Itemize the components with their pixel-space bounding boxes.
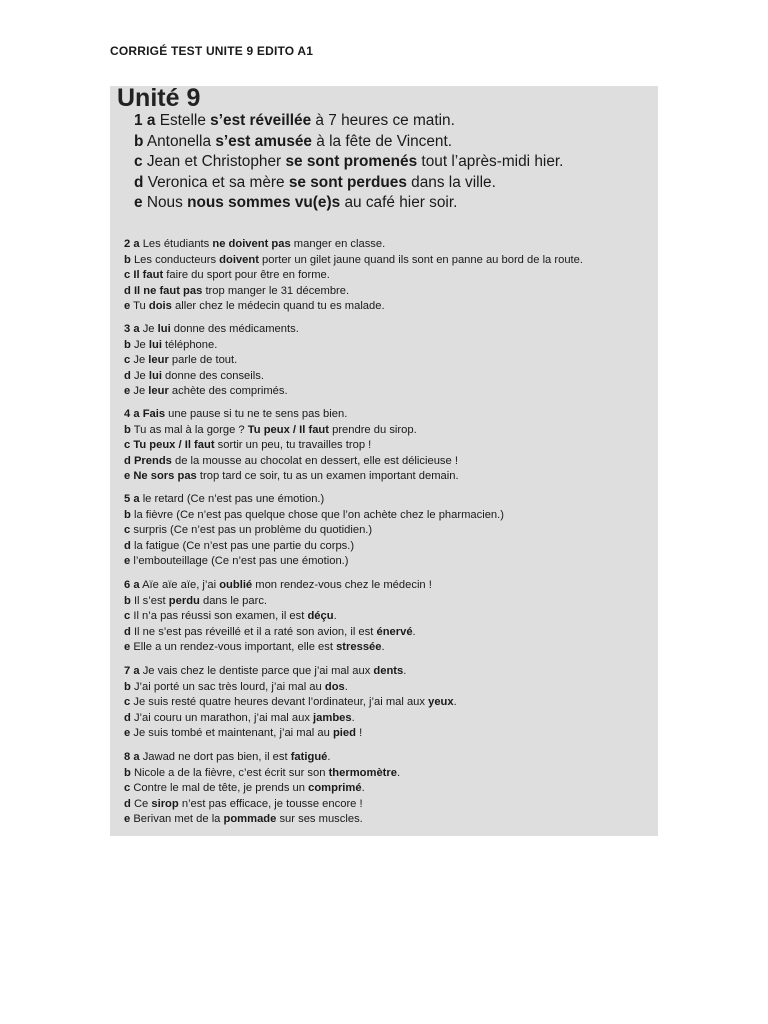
answer-text: porter un gilet jaune quand ils sont en panne au bord de la route. <box>258 253 583 266</box>
answer-text: Tu <box>133 300 149 313</box>
answer-line <box>124 423 459 439</box>
answer-text: donne des conseils. <box>161 369 264 382</box>
answer-line <box>124 640 432 656</box>
answer-line <box>124 407 459 423</box>
answer-line <box>134 132 563 153</box>
answer-line <box>124 253 583 269</box>
answer-text: Contre le mal de tête, je prends un <box>133 782 309 795</box>
answer-text: Je <box>133 369 149 382</box>
item-letter: d <box>124 711 131 724</box>
exercise-7 <box>124 664 457 742</box>
answer-text: le retard (Ce n’est pas une émotion.) <box>142 493 325 505</box>
answer-line <box>124 726 457 742</box>
answer-line <box>124 578 432 594</box>
answer-line <box>124 664 457 680</box>
answer-line <box>124 695 457 711</box>
exercise-block-unit-heading <box>110 86 658 236</box>
exercise-number: 4 <box>124 408 131 420</box>
item-letter: b <box>124 338 131 351</box>
answer-text: Il s’est <box>133 594 169 607</box>
exercise-number: 6 <box>124 579 131 591</box>
item-letter: c <box>124 354 131 367</box>
item-letter: e <box>124 727 131 740</box>
answer-highlight: Prends <box>133 454 172 467</box>
answer-highlight: sirop <box>151 797 179 810</box>
answer-text: la fatigue (Ce n’est pas une partie du corps.) <box>133 539 355 552</box>
answer-text: . <box>344 680 348 693</box>
answer-text: à la fête de Vincent. <box>312 132 453 150</box>
answer-highlight: comprimé <box>308 782 362 795</box>
exercise-3 <box>124 322 299 400</box>
answer-highlight: énervé <box>376 625 413 638</box>
exercise-2 <box>124 237 583 315</box>
item-letter: b <box>124 680 131 693</box>
item-letter: a <box>133 408 140 420</box>
answer-text: sur ses muscles. <box>276 813 363 826</box>
exercise-number: 8 <box>124 751 131 763</box>
answer-text: une pause si tu ne te sens pas bien. <box>165 408 348 420</box>
exercise-number: 7 <box>124 665 131 677</box>
answer-text: . <box>403 665 407 677</box>
answer-text: au café hier soir. <box>340 194 458 212</box>
item-letter: b <box>124 594 131 607</box>
answer-text: . <box>333 610 337 623</box>
exercise-1 <box>134 111 563 214</box>
item-letter: d <box>124 625 131 638</box>
answer-line <box>124 797 400 813</box>
answer-text: Jean et Christopher <box>146 153 286 171</box>
item-letter: a <box>146 112 156 129</box>
answer-line <box>124 369 299 385</box>
answer-text: tout l’après-midi hier. <box>417 153 564 171</box>
answer-line <box>124 508 504 524</box>
unit-heading: Unité 9 <box>117 84 201 112</box>
answer-line <box>134 111 563 132</box>
answer-line <box>124 322 299 338</box>
answer-line <box>124 384 299 400</box>
answer-text: à 7 heures ce matin. <box>311 112 455 129</box>
answer-text: Il n’a pas réussi son examen, il est <box>133 610 308 623</box>
item-letter: b <box>124 423 131 436</box>
answer-highlight: s’est amusée <box>215 132 312 150</box>
answer-highlight: lui <box>148 369 162 382</box>
answer-text: Nous <box>146 194 188 212</box>
answer-highlight: Tu peux / Il faut <box>247 423 329 436</box>
exercise-number: 3 <box>124 323 131 335</box>
item-letter: a <box>133 751 140 763</box>
item-letter: e <box>124 555 131 568</box>
answer-text: n’est pas efficace, je tousse encore ! <box>178 797 363 810</box>
answer-text: . <box>396 766 401 779</box>
answer-text: Nicole a de la fièvre, c’est écrit sur son <box>133 766 329 779</box>
answer-highlight: perdu <box>168 594 200 607</box>
item-letter: d <box>124 454 131 467</box>
answer-highlight: dos <box>324 680 345 693</box>
answer-line <box>124 625 432 641</box>
item-letter: d <box>124 797 131 810</box>
answer-line <box>124 454 459 470</box>
answer-text: Je <box>142 323 158 335</box>
answer-highlight: doivent <box>219 253 259 266</box>
answer-highlight: dents <box>373 665 404 677</box>
answer-text: J’ai porté un sac très lourd, j’ai mal au <box>133 680 325 693</box>
answer-line <box>124 523 504 539</box>
answer-highlight: oublié <box>219 579 253 591</box>
answer-text: mon rendez-vous chez le médecin ! <box>252 579 432 591</box>
answer-text: Les étudiants <box>142 238 213 250</box>
answer-text: de la mousse au chocolat en dessert, elle est délicieuse ! <box>171 454 458 467</box>
item-letter: a <box>133 665 140 677</box>
answer-line <box>124 338 299 354</box>
item-letter: d <box>124 369 131 382</box>
answer-highlight: Il ne faut pas <box>133 284 203 297</box>
answer-text: aller chez le médecin quand tu es malade. <box>171 300 385 313</box>
answer-text: la fièvre (Ce n’est pas quelque chose que l’on achète chez le pharmacien.) <box>133 508 504 521</box>
answer-line <box>124 812 400 828</box>
answer-text: Antonella <box>146 132 216 150</box>
answer-text: J’ai couru un marathon, j’ai mal aux <box>133 711 314 724</box>
answer-highlight: lui <box>157 323 171 335</box>
answer-text: Il ne s’est pas réveillé et il a raté son avion, il est <box>133 625 377 638</box>
exercise-number: 2 <box>124 238 131 250</box>
answer-highlight: se sont promenés <box>285 153 418 171</box>
item-letter: e <box>124 813 131 826</box>
answer-line <box>124 781 400 797</box>
item-letter: c <box>124 782 131 795</box>
answer-line <box>124 237 583 253</box>
answer-line <box>124 766 400 782</box>
answer-text: l’embouteillage (Ce n’est pas une émotion.) <box>133 555 349 568</box>
answer-highlight: leur <box>148 385 169 398</box>
item-letter: a <box>133 323 140 335</box>
item-letter: c <box>124 524 131 537</box>
answer-text: téléphone. <box>161 338 218 351</box>
answer-text: . <box>327 751 331 763</box>
answer-highlight: nous sommes vu(e)s <box>187 194 341 212</box>
answer-text: Aïe aïe aïe, j’ai <box>142 579 220 591</box>
answer-text: Les conducteurs <box>133 253 220 266</box>
item-letter: d <box>134 173 144 191</box>
item-letter: c <box>134 153 143 171</box>
answer-text: trop manger le 31 décembre. <box>202 284 350 297</box>
answer-highlight: fatigué <box>290 751 328 763</box>
answer-line <box>124 609 432 625</box>
answer-highlight: Fais <box>142 408 166 420</box>
item-letter: e <box>124 385 131 398</box>
item-letter: b <box>124 253 131 266</box>
exercise-number: 1 <box>134 112 143 129</box>
answer-text: manger en classe. <box>290 238 386 250</box>
answer-text: achète des comprimés. <box>168 385 288 398</box>
answer-text: ! <box>355 727 363 740</box>
answer-text: surpris (Ce n’est pas un problème du quotidien.) <box>133 524 373 537</box>
item-letter: c <box>124 439 131 452</box>
answer-text: Elle a un rendez-vous important, elle est <box>133 641 337 654</box>
item-letter: b <box>134 132 144 150</box>
answer-text: Je <box>133 385 149 398</box>
answer-highlight: dois <box>148 300 172 313</box>
answer-highlight: Ne sors pas <box>133 470 197 483</box>
answer-line <box>124 268 583 284</box>
exercise-5 <box>124 492 504 570</box>
answer-text: Ce <box>133 797 152 810</box>
answer-text: . <box>412 625 416 638</box>
answer-line <box>134 193 563 214</box>
answer-text: trop tard ce soir, tu as un examen important demain. <box>196 470 459 483</box>
answer-text: . <box>351 711 355 724</box>
answer-line <box>124 711 457 727</box>
answer-line <box>134 152 563 173</box>
exercise-number: 5 <box>124 493 131 505</box>
item-letter: d <box>124 539 131 552</box>
answer-highlight: ne doivent pas <box>212 238 291 250</box>
answer-text: Estelle <box>159 112 211 129</box>
item-letter: e <box>124 300 131 313</box>
item-letter: a <box>133 493 140 505</box>
answer-highlight: Tu peux / Il faut <box>133 439 215 452</box>
answer-highlight: s’est réveillée <box>210 112 312 129</box>
answer-line <box>124 554 504 570</box>
answer-text: Tu as mal à la gorge ? <box>133 423 248 436</box>
answer-text: Berivan met de la <box>133 813 224 826</box>
answer-text: prendre du sirop. <box>328 423 417 436</box>
item-letter: d <box>124 284 131 297</box>
answer-text: Je <box>133 338 149 351</box>
item-letter: e <box>124 470 131 483</box>
answer-highlight: stressée <box>336 641 382 654</box>
item-letter: a <box>133 579 140 591</box>
answer-line <box>124 284 583 300</box>
answer-highlight: leur <box>148 354 169 367</box>
answer-highlight: thermomètre <box>328 766 397 779</box>
answer-highlight: pied <box>332 727 356 740</box>
answer-highlight: se sont perdues <box>288 173 407 191</box>
exercise-block-answers <box>110 235 658 836</box>
exercise-4 <box>124 407 459 485</box>
answer-text: faire du sport pour être en forme. <box>163 269 330 282</box>
document-title: CORRIGÉ TEST UNITE 9 EDITO A1 <box>110 44 314 58</box>
answer-line <box>124 353 299 369</box>
answer-line <box>124 299 583 315</box>
answer-highlight: yeux <box>428 696 454 709</box>
answer-line <box>124 594 432 610</box>
answer-highlight: Il faut <box>133 269 164 282</box>
answer-highlight: déçu <box>307 610 334 623</box>
answer-text: Je vais chez le dentiste parce que j’ai mal aux <box>142 665 374 677</box>
item-letter: b <box>124 766 131 779</box>
answer-line <box>124 539 504 555</box>
item-letter: e <box>124 641 131 654</box>
answer-text: Veronica et sa mère <box>147 173 289 191</box>
answer-text: parle de tout. <box>168 354 238 367</box>
answer-highlight: pommade <box>223 813 277 826</box>
answer-text: . <box>453 696 457 709</box>
item-letter: a <box>133 238 140 250</box>
item-letter: c <box>124 269 131 282</box>
exercise-6 <box>124 578 432 656</box>
answer-text: . <box>381 641 385 654</box>
answer-line <box>124 438 459 454</box>
item-letter: b <box>124 508 131 521</box>
answer-line <box>124 750 400 766</box>
answer-highlight: lui <box>148 338 162 351</box>
answer-text: Je suis resté quatre heures devant l’ordinateur, j’ai mal aux <box>133 696 429 709</box>
answer-text: sortir un peu, tu travailles trop ! <box>214 439 372 452</box>
exercise-8 <box>124 750 400 828</box>
answer-text: Je suis tombé et maintenant, j’ai mal au <box>133 727 333 740</box>
item-letter: c <box>124 610 131 623</box>
answer-text: . <box>361 782 365 795</box>
answer-text: Jawad ne dort pas bien, il est <box>142 751 291 763</box>
answer-text: Je <box>133 354 149 367</box>
answer-line <box>134 173 563 194</box>
item-letter: e <box>134 194 143 212</box>
answer-text: dans la ville. <box>406 173 496 191</box>
answer-text: donne des médicaments. <box>170 323 299 335</box>
answer-line <box>124 492 504 508</box>
answer-line <box>124 469 459 485</box>
item-letter: c <box>124 696 131 709</box>
answer-highlight: jambes <box>313 711 352 724</box>
answer-text: dans le parc. <box>199 594 268 607</box>
answer-line <box>124 680 457 696</box>
